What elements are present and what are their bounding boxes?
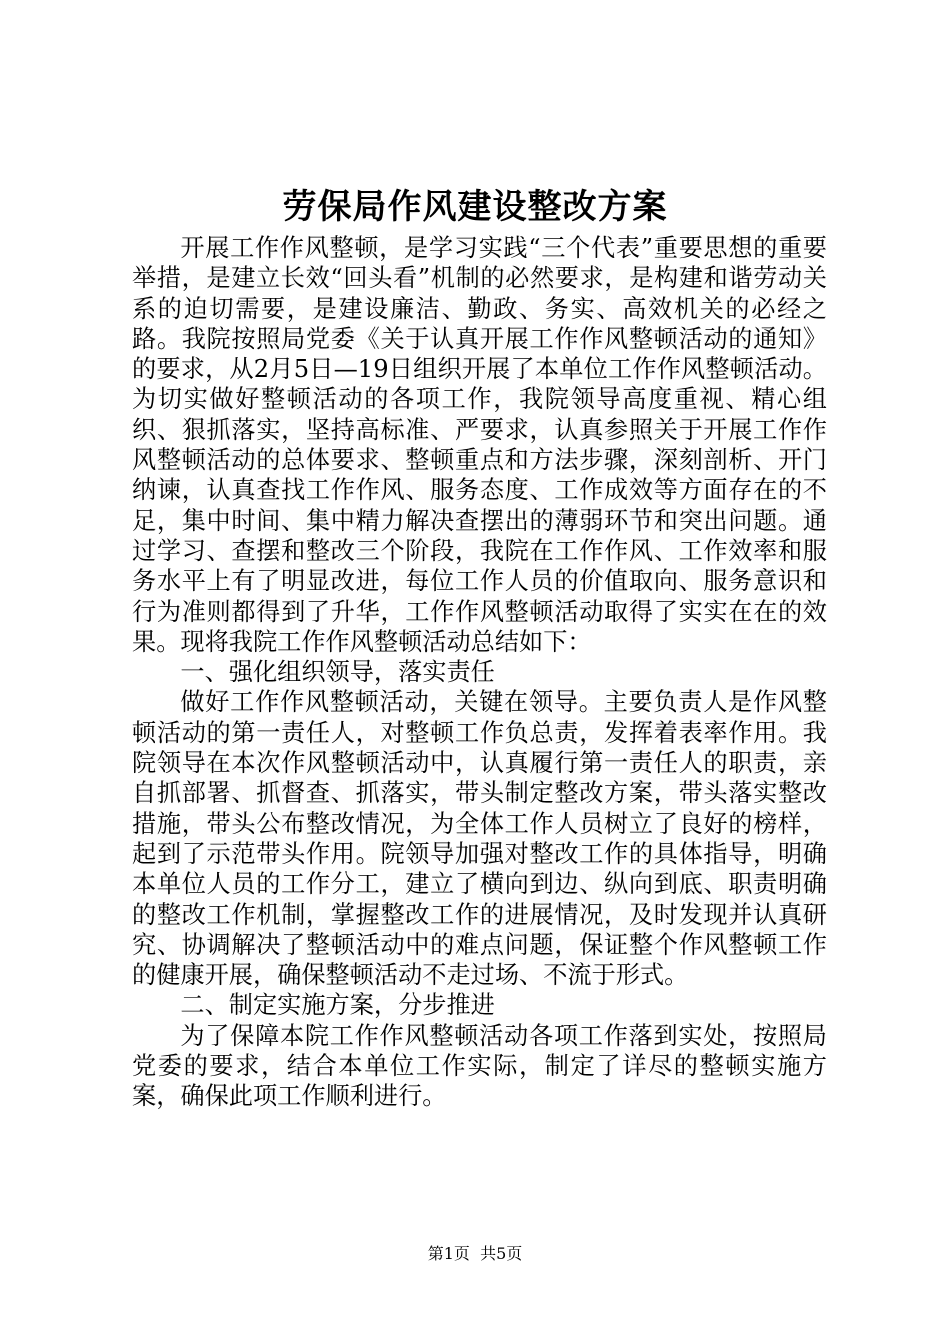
document-title: 劳保局作风建设整改方案 — [282, 187, 668, 227]
page-total: 共5页 — [480, 1244, 523, 1263]
page-number: 第1页 — [427, 1244, 470, 1263]
section-heading-2: 二、制定实施方案，分步推进 — [180, 991, 495, 1020]
page-footer — [0, 1242, 950, 1266]
paragraph-section-1: 做好工作作风整顿活动，关键在领导。主要负责人是作风整顿活动的第一责任人，对整顿工作负总责，发挥着表率作用。我院领导在本次作风整顿活动中，认真履行第一责任人的职责，亲自抓部署、抓督查、抓落实，带头制定整改方案，带头落实整改措施，带头公布整改情况，为全体工作人员树立了良好的榜样，起到了示范带头作用。院领导加强对整改工作的具体指导，明确本单位人员的工作分工，建立了横向到边、纵向到底、职责明确的整改工作机制，掌握整改工作的进展情况，及时发现并认真研究、协调解决了整顿活动中的难点问题，保证整个作风整顿工作的健康开展，确保整顿活动不走过场、不流于形式。 — [132, 688, 827, 990]
section-heading-1: 一、强化组织领导，落实责任 — [180, 658, 495, 687]
paragraph-intro: 开展工作作风整顿，是学习实践“三个代表”重要思想的重要举措，是建立长效“回头看”机制的必然要求，是构建和谐劳动关系的迫切需要，是建设廉洁、勤政、务实、高效机关的必经之路。我院按照局党委《关于认真开展工作作风整顿活动的通知》的要求，从2月5日—19日组织开展了本单位工作作风整顿活动。为切实做好整顿活动的各项工作，我院领导高度重视、精心组织、狠抓落实，坚持高标准、严要求，认真参照关于开展工作作风整顿活动的总体要求、整顿重点和方法步骤，深刻剖析、开门纳谏，认真查找工作作风、服务态度、工作成效等方面存在的不足，集中时间、集中精力解决查摆出的薄弱环节和突出问题。通过学习、查摆和整改三个阶段，我院在工作作风、工作效率和服务水平上有了明显改进，每位工作人员的价值取向、服务意识和行为准则都得到了升华，工作作风整顿活动取得了实实在在的效果。现将我院工作作风整顿活动总结如下： — [132, 234, 827, 656]
paragraph-section-2: 为了保障本院工作作风整顿活动各项工作落到实处，按照局党委的要求，结合本单位工作实际，制定了详尽的整顿实施方案，确保此项工作顺利进行。 — [132, 1021, 827, 1111]
document-body — [132, 233, 827, 1112]
